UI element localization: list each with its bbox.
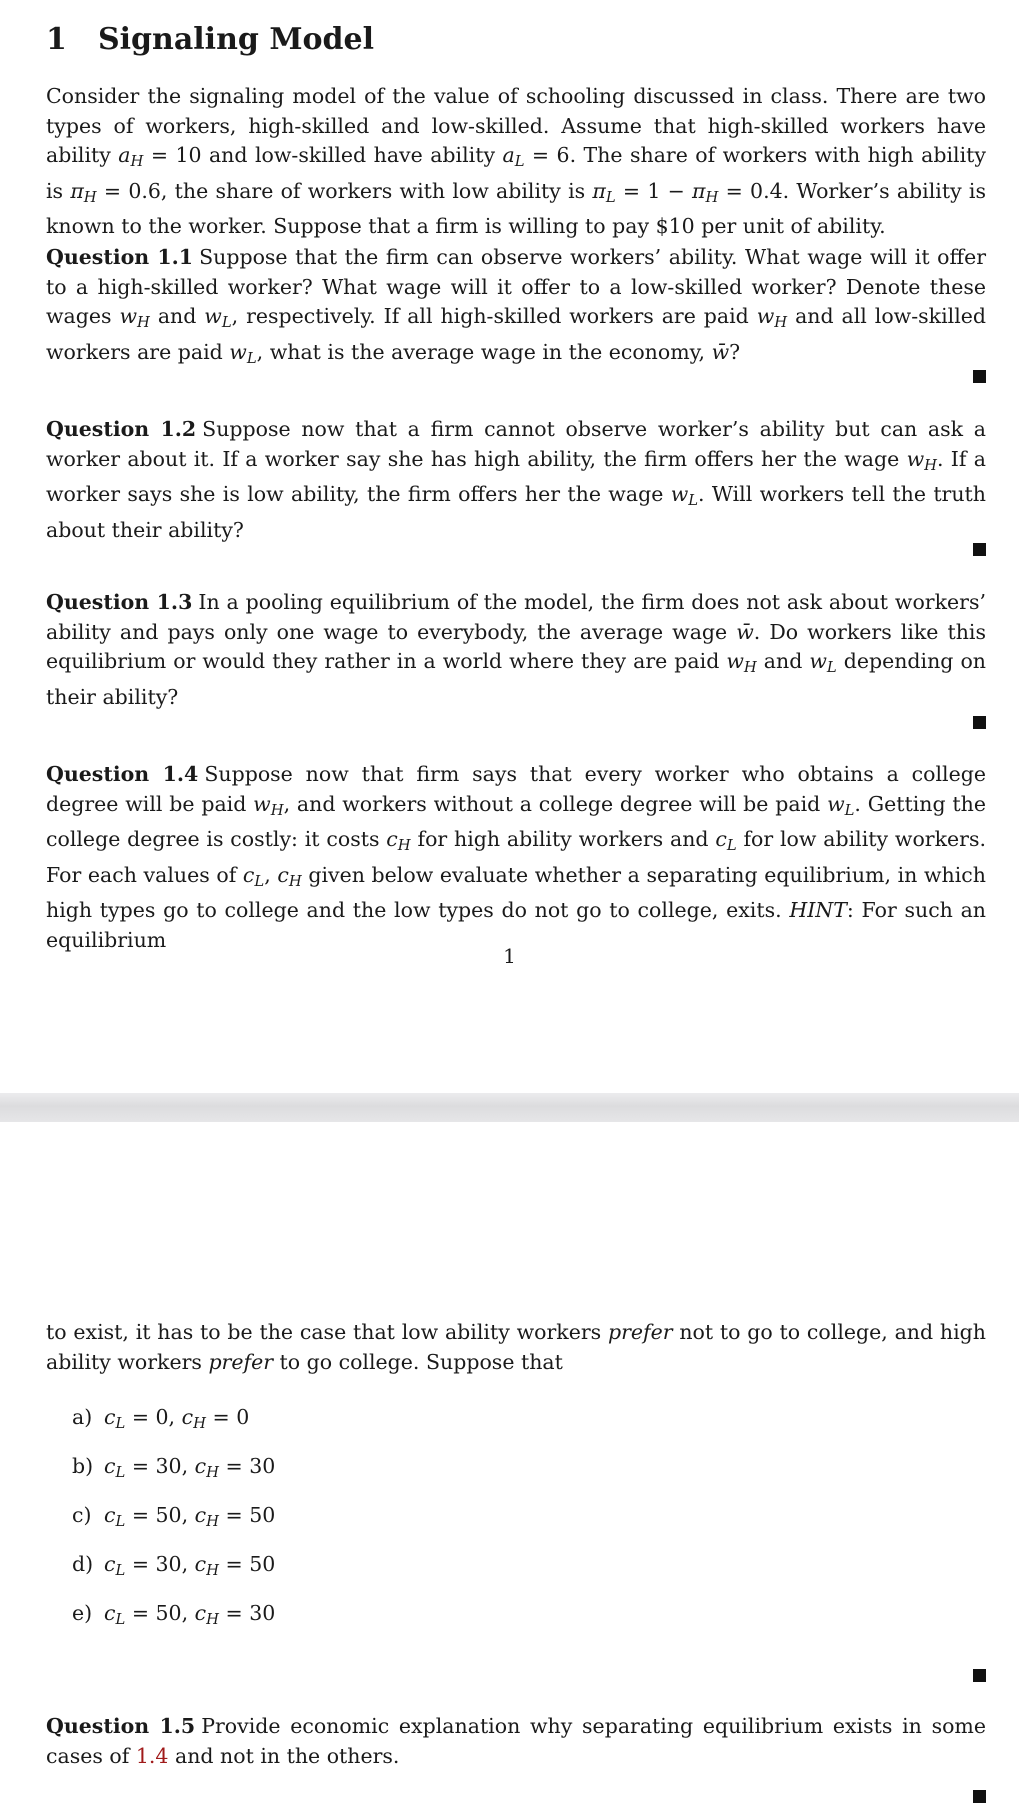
document-page-2 <box>0 1122 1019 1811</box>
question-1-5-text: Question 1.5 Provide economic explanation why separating equilibrium exists in some cases of 1.4 and not in the others. <box>46 1714 987 1768</box>
cross-reference-link[interactable]: 1.4 <box>135 1743 169 1768</box>
question-1-2 <box>46 415 986 545</box>
question-1-4-text: Question 1.4 Suppose now that firm says that every worker who obtains a college degree will be paid $w_H$, and workers without a college degree will be paid $w_L$. Getting the college degree is costly: it costs $c_H$ for high ability workers and $c_L$ for low ability workers. For each values of $c_L$, $c_H$ given below evaluate whether a separating equilibrium, in which high types go to college and the low types do not go to college, exits. HINT: For such an equilibrium <box>46 762 986 952</box>
page-number: 1 <box>503 944 516 968</box>
question-1-5 <box>46 1712 986 1771</box>
end-of-proof-marker <box>973 1669 986 1682</box>
question-1-3 <box>46 588 986 712</box>
end-of-proof-marker <box>973 543 986 556</box>
section-heading <box>46 22 374 57</box>
list-item: e) $c_L = 50$, $c_H = 30$ <box>72 1601 276 1629</box>
question-1-1-text: Question 1.1 Suppose that the firm can observe workers’ ability. What wage will it offer to a high-skilled worker? What wage will it offer to a low-skilled worker? Denote these wages $w_H$ and $w_L$, respectively. If all high-skilled workers are paid $w_H$ and all low-skilled workers are paid $w_L$, what is the average wage in the economy, w̄? <box>46 245 987 367</box>
list-item: d) $c_L = 30$, $c_H = 50$ <box>72 1552 276 1580</box>
section-number: 1 <box>46 22 67 57</box>
question-1-1-label: Question 1.1 <box>46 245 194 269</box>
question-1-2-text: Question 1.2 Suppose now that a firm cannot observe worker’s ability but can ask a worker about it. If a worker say she has high ability, the firm offers her the wage $w_H$. If a worker says she is low ability, the firm offers her the wage $w_L$. Will workers tell the truth about their ability? <box>46 417 986 542</box>
question-1-1 <box>46 243 986 373</box>
intro-paragraph: Consider the signaling model of the value of schooling discussed in class. There are two types of workers, high-skilled and low-skilled. Assume that high-skilled workers have ability $a_H = 10$ and low-skilled have ability $a_L = 6$. The share of workers with high ability is $\pi_H = 0.6$, the share of workers with low ability is $\pi_L = 1 - \pi_H = 0.4$. Worker’s ability is known to the worker. Suppose that a firm is willing to pay $10 per unit of ability. <box>46 84 986 239</box>
question-1-4 <box>46 760 986 955</box>
end-of-proof-marker <box>973 1790 986 1803</box>
end-of-proof-marker <box>973 716 986 729</box>
section-title: Signaling Model <box>98 22 374 57</box>
list-item: c) $c_L = 50$, $c_H = 50$ <box>72 1503 276 1531</box>
question-1-4-label: Question 1.4 <box>46 762 199 786</box>
question-1-3-text: Question 1.3 In a pooling equilibrium of the model, the firm does not ask about workers’ ability and pays only one wage to everybody, the average wage w̄. Do workers like this equilibrium or would they rather in a world where they are paid $w_H$ and $w_L$ depending on their ability? <box>46 590 986 709</box>
question-1-4-continued-text: to exist, it has to be the case that low ability workers prefer not to go to college, and high ability workers prefer to go college. Suppose that <box>46 1320 987 1374</box>
intro-paragraph-block <box>46 82 986 242</box>
question-1-4-continued <box>46 1318 986 1377</box>
question-1-3-label: Question 1.3 <box>46 590 193 614</box>
question-1-5-label: Question 1.5 <box>46 1714 196 1738</box>
question-1-2-label: Question 1.2 <box>46 417 197 441</box>
list-item: a) $c_L = 0$, $c_H = 0$ <box>72 1405 250 1433</box>
page-separator <box>0 1093 1019 1122</box>
list-item: b) $c_L = 30$, $c_H = 30$ <box>72 1454 276 1482</box>
end-of-proof-marker <box>973 370 986 383</box>
